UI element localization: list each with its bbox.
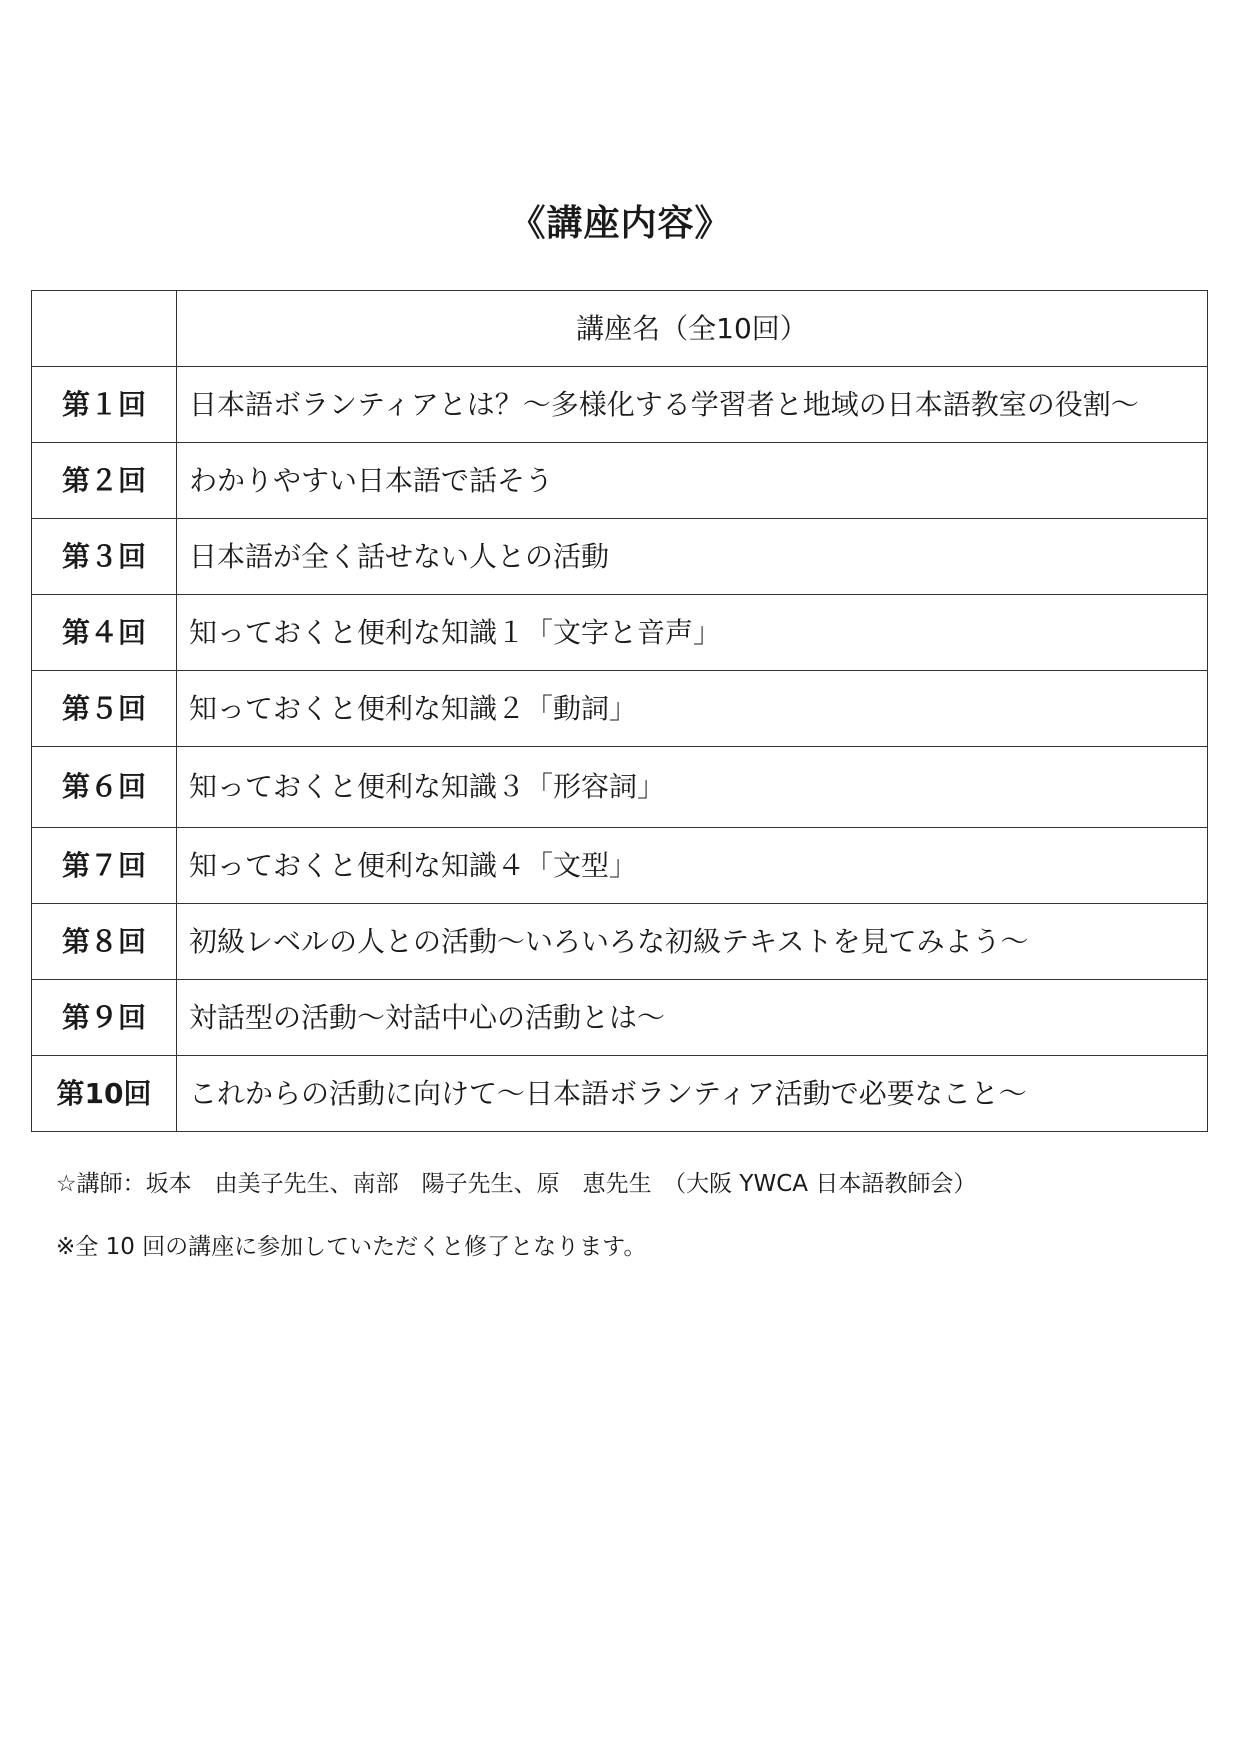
session-title: 知っておくと便利な知識４「文型」 xyxy=(177,828,1208,904)
completion-note: ※全 10 回の講座に参加していただくと修了となります。 xyxy=(56,1234,647,1260)
table-row xyxy=(32,904,1208,980)
page-title: 《講座内容》 xyxy=(509,203,732,244)
session-title: 知っておくと便利な知識２「動詞」 xyxy=(177,671,1208,747)
session-number: 第８回 xyxy=(32,904,177,980)
session-number: 第７回 xyxy=(32,828,177,904)
session-title: 初級レベルの人との活動～いろいろな初級テキストを見てみよう～ xyxy=(177,904,1208,980)
session-title: 知っておくと便利な知識１「文字と音声」 xyxy=(177,595,1208,671)
header-course-name: 講座名（全10回） xyxy=(177,291,1208,367)
session-title: 日本語ボランティアとは？～多様化する学習者と地域の日本語教室の役割～ xyxy=(177,367,1208,443)
session-title: 日本語が全く話せない人との活動 xyxy=(177,519,1208,595)
table-row xyxy=(32,828,1208,904)
session-number: 第１回 xyxy=(32,367,177,443)
header-blank-cell xyxy=(32,291,177,367)
session-number: 第９回 xyxy=(32,980,177,1056)
table-header-row xyxy=(32,291,1208,367)
session-title: わかりやすい日本語で話そう xyxy=(177,443,1208,519)
session-number: 第６回 xyxy=(32,747,177,828)
session-number: 第２回 xyxy=(32,443,177,519)
session-number: 第10回 xyxy=(32,1056,177,1132)
table-row xyxy=(32,671,1208,747)
session-number: 第３回 xyxy=(32,519,177,595)
session-number: 第５回 xyxy=(32,671,177,747)
session-number: 第４回 xyxy=(32,595,177,671)
table-row xyxy=(32,980,1208,1056)
session-title: 知っておくと便利な知識３「形容詞」 xyxy=(177,747,1208,828)
course-table xyxy=(31,290,1208,1132)
table-row xyxy=(32,519,1208,595)
table-row xyxy=(32,1056,1208,1132)
table-row xyxy=(32,367,1208,443)
table-row xyxy=(32,595,1208,671)
table-row xyxy=(32,443,1208,519)
session-title: 対話型の活動～対話中心の活動とは～ xyxy=(177,980,1208,1056)
table-row xyxy=(32,747,1208,828)
session-title: これからの活動に向けて～日本語ボランティア活動で必要なこと～ xyxy=(177,1056,1208,1132)
instructors-note: ☆講師：坂本 由美子先生、南部 陽子先生、原 恵先生 （大阪 YWCA 日本語教師会） xyxy=(56,1171,977,1197)
